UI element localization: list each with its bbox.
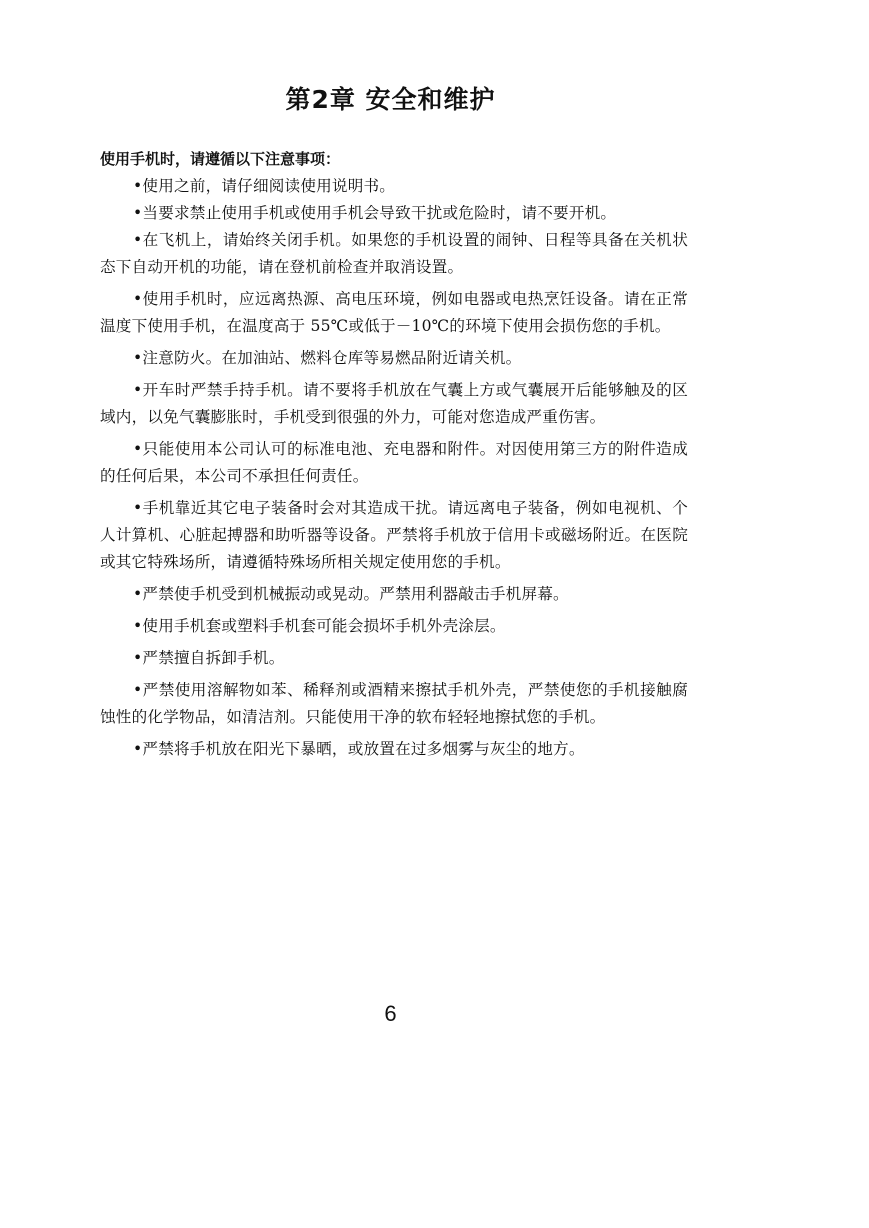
precautions-intro: 使用手机时，请遵循以下注意事项： bbox=[100, 150, 341, 168]
precaution-item: •严禁使手机受到机械振动或晃动。严禁用利器敲击手机屏幕。 bbox=[133, 585, 569, 603]
chapter-title: 第2章 安全和维护 bbox=[285, 85, 496, 114]
precaution-item: •当要求禁止使用手机或使用手机会导致干扰或危险时，请不要开机。 bbox=[133, 204, 617, 222]
precaution-item: •严禁擅自拆卸手机。 bbox=[133, 649, 285, 667]
precaution-item: •手机靠近其它电子装备时会对其造成干扰。请远离电子装备，例如电视机、个人计算机、心脏起搏器和助听器等设备。严禁将手机放于信用卡或磁场附近。在医院或其它特殊场所，请遵循特殊场所相关规定使用您的手机。 bbox=[100, 499, 688, 571]
precaution-item: •严禁使用溶解物如苯、稀释剂或酒精来擦拭手机外壳，严禁使您的手机接触腐蚀性的化学物品，如清洁剂。只能使用干净的软布轻轻地擦拭您的手机。 bbox=[100, 681, 688, 726]
page-number: 6 bbox=[384, 1001, 397, 1026]
precaution-item: •使用手机套或塑料手机套可能会损坏手机外壳涂层。 bbox=[133, 617, 506, 635]
precaution-item: •使用手机时，应远离热源、高电压环境，例如电器或电热烹饪设备。请在正常温度下使用手机，在温度高于 55℃或低于－10℃的环境下使用会损伤您的手机。 bbox=[100, 290, 688, 335]
precautions-list bbox=[100, 173, 688, 768]
precaution-item: •在飞机上，请始终关闭手机。如果您的手机设置的闹钟、日程等具备在关机状态下自动开机的功能，请在登机前检查并取消设置。 bbox=[100, 231, 688, 276]
precaution-item: •使用之前，请仔细阅读使用说明书。 bbox=[133, 177, 396, 195]
precaution-item: •注意防火。在加油站、燃料仓库等易燃品附近请关机。 bbox=[133, 349, 522, 367]
precaution-item: •只能使用本公司认可的标准电池、充电器和附件。对因使用第三方的附件造成的任何后果，本公司不承担任何责任。 bbox=[100, 440, 688, 485]
precaution-item: •严禁将手机放在阳光下暴晒，或放置在过多烟雾与灰尘的地方。 bbox=[133, 740, 585, 758]
precaution-item: •开车时严禁手持手机。请不要将手机放在气囊上方或气囊展开后能够触及的区域内，以免气囊膨胀时，手机受到很强的外力，可能对您造成严重伤害。 bbox=[100, 381, 688, 426]
